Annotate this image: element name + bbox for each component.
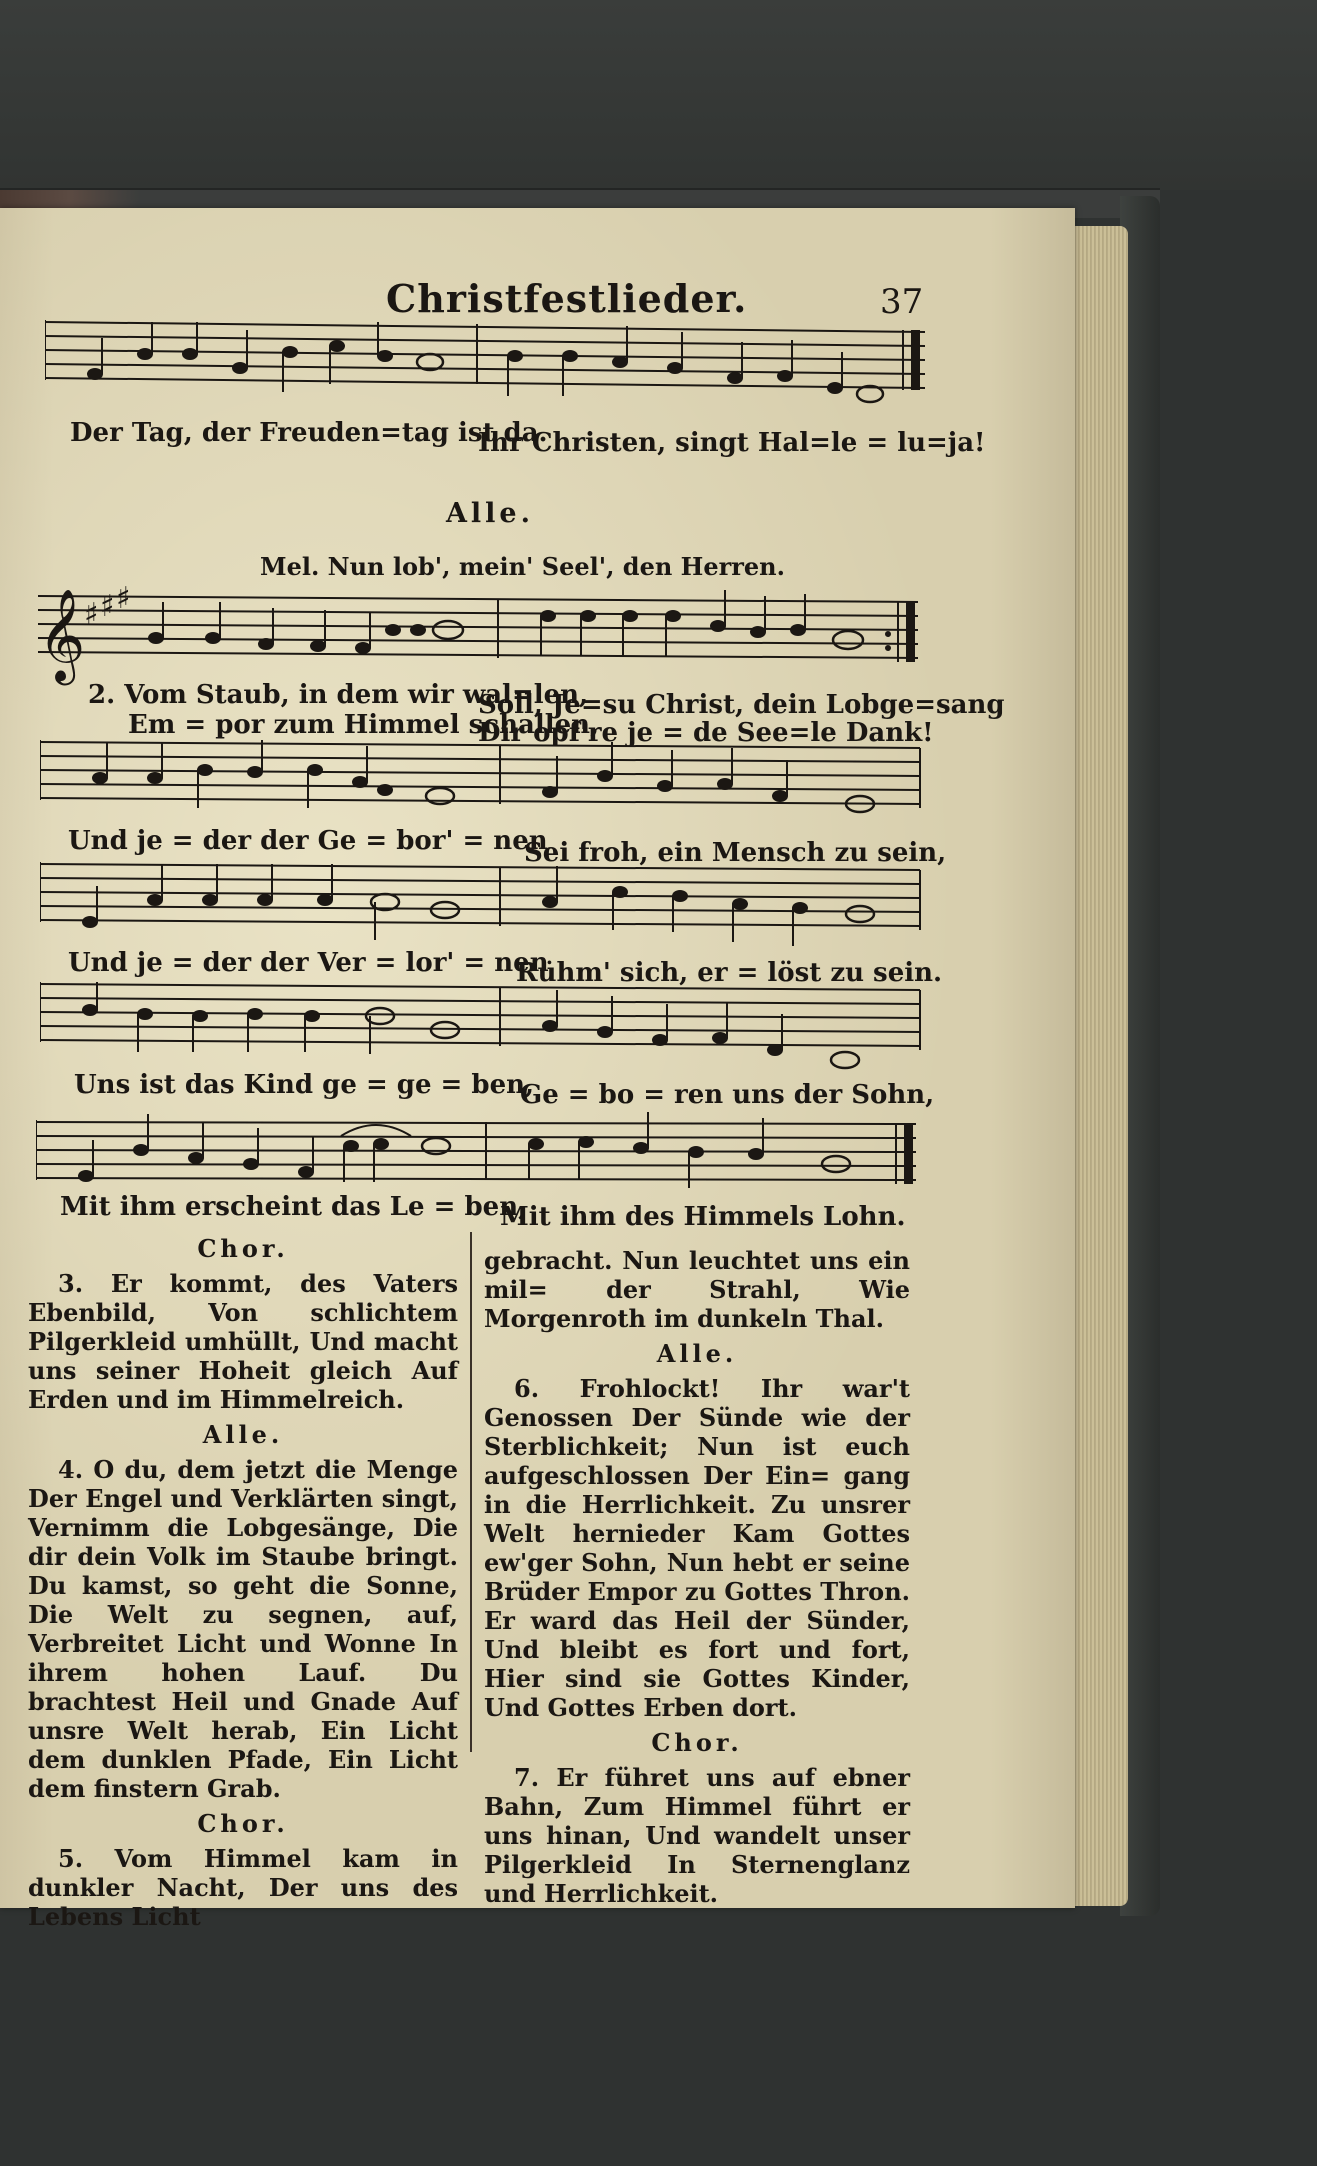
music-staff-5 xyxy=(40,980,930,1080)
svg-text:♯: ♯ xyxy=(116,582,131,616)
left-text-column xyxy=(28,1228,458,1931)
lyric-line-6a: Mit ihm erscheint das Le = ben, xyxy=(60,1192,528,1222)
svg-text:♯: ♯ xyxy=(100,589,115,624)
music-staff-1 xyxy=(45,318,935,428)
column-divider xyxy=(470,1232,472,1752)
chorus-heading: Chor. xyxy=(197,1234,289,1263)
backdrop xyxy=(0,0,1317,190)
page-number: 37 xyxy=(880,282,924,322)
lyric-line-1a: Der Tag, der Freuden=tag ist da. xyxy=(70,418,548,448)
svg-text:𝄞: 𝄞 xyxy=(38,588,86,681)
chorus-heading: Chor. xyxy=(197,1809,289,1838)
verse-3: 3. Er kommt, des Vaters Ebenbild, Von schlichtem Pilgerkleid umhüllt, Und macht uns seiner Hoheit gleich Auf Erden und im Himmelreich. xyxy=(28,1269,458,1414)
lyric-line-2d: Dir opf're je = de See=le Dank! xyxy=(478,718,934,748)
alle-heading: Alle. xyxy=(656,1339,738,1368)
page-stack-edge xyxy=(1068,226,1128,1906)
chorus-heading: Chor. xyxy=(651,1728,743,1757)
lyric-line-3a: Und je = der der Ge = bor' = nen xyxy=(68,826,548,856)
page-header-title: Christfestlieder. xyxy=(386,276,748,321)
lyric-line-1b: Ihr Christen, singt Hal=le = lu=ja! xyxy=(478,428,986,458)
right-text-column xyxy=(484,1246,910,1908)
lyric-line-2b: Soll, Je=su Christ, dein Lobge=sang xyxy=(478,690,1005,720)
verse-7: 7. Er führet uns auf ebner Bahn, Zum Himmel führt er uns hinan, Und wandelt unser Pilgerkleid In Sternenglanz und Herrlichkeit. xyxy=(484,1763,910,1908)
lyric-line-6b: Mit ihm des Himmels Lohn. xyxy=(500,1202,906,1232)
lyric-line-5a: Uns ist das Kind ge = ge = ben, xyxy=(74,1070,535,1100)
music-staff-2 xyxy=(38,582,928,687)
verse-6: 6. Frohlockt! Ihr war't Genossen Der Sünde wie der Sterblichkeit; Nun ist euch aufgeschlossen Der Ein= gang in die Herrlichkeit. Zu unsrer Welt hernieder Kam Gottes ew'ger Sohn, Nun hebt er seine Brüder Empor zu Gottes Thron. Er ward das Heil der Sünder, Und bleibt es fort und fort, Hier sind sie Gottes Kinder, Und Gottes Erben dort. xyxy=(484,1374,910,1722)
lyric-line-2c: Em = por zum Himmel schallen, xyxy=(128,710,600,740)
verse-5: 5. Vom Himmel kam in dunkler Nacht, Der uns des Lebens Licht xyxy=(28,1844,458,1931)
lyric-line-2a: 2. Vom Staub, in dem wir wal=len, xyxy=(88,680,589,710)
lyric-line-3b: Sei froh, ein Mensch zu sein, xyxy=(524,838,947,868)
music-staff-4 xyxy=(40,858,930,958)
svg-text:♯: ♯ xyxy=(84,597,99,632)
music-staff-3 xyxy=(40,738,930,838)
lyric-line-4b: Rühm' sich, er = löst zu sein. xyxy=(516,958,943,988)
verse-4: 4. O du, dem jetzt die Menge Der Engel und Verklärten singt, Vernimm die Lobgesänge, Die dir dein Volk im Staube bringt. Du kamst, so geht die Sonne, Die Welt zu segnen, auf, Verbreitet Licht und Wonne In ihrem hohen Lauf. Du brachtest Heil und Gnade Auf unsre Welt herab, Ein Licht dem dunklen Pfade, Ein Licht dem finstern Grab. xyxy=(28,1455,458,1803)
lyric-line-5b: Ge = bo = ren uns der Sohn, xyxy=(520,1080,935,1110)
melody-note: Mel. Nun lob', mein' Seel', den Herren. xyxy=(260,552,785,581)
lyric-line-4a: Und je = der der Ver = lor' = nen xyxy=(68,948,549,978)
verse-5-continued: gebracht. Nun leuchtet uns ein mil= der Strahl, Wie Morgenroth im dunkeln Thal. xyxy=(484,1246,910,1333)
alle-heading: Alle. xyxy=(202,1420,284,1449)
section-heading-alle: Alle. xyxy=(445,498,535,529)
